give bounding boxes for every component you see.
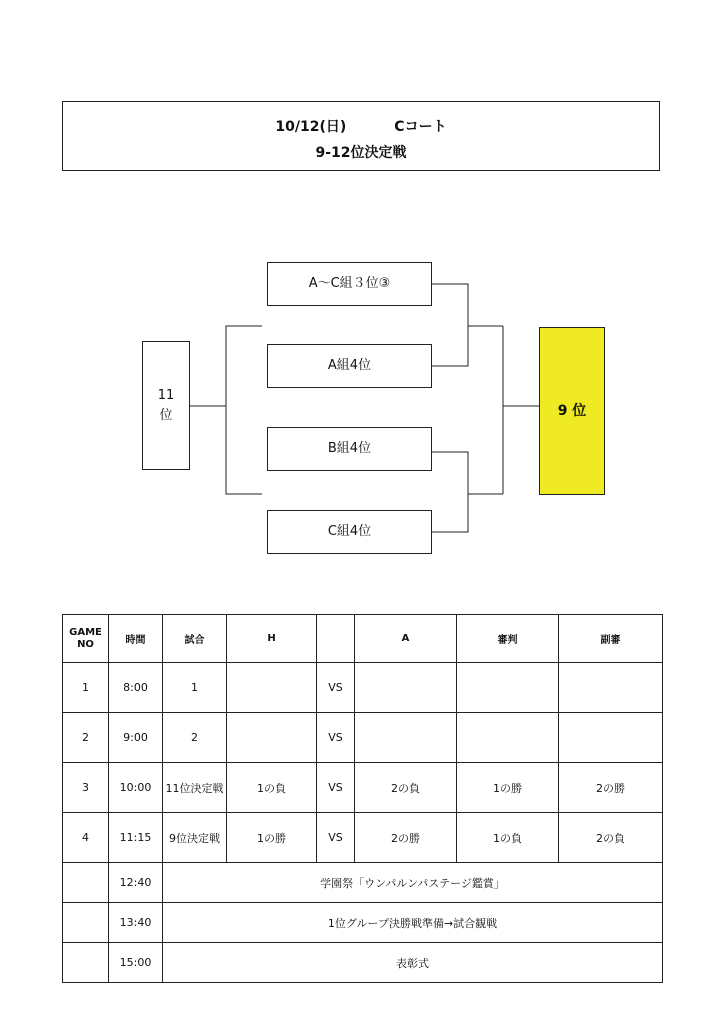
- cell-event-time: 12:40: [109, 863, 163, 903]
- cell-game-no: 3: [63, 763, 109, 813]
- cell-match: 1: [163, 663, 227, 713]
- ninth-place-box: 9 位: [539, 327, 605, 495]
- table-row: [63, 713, 663, 763]
- cell-home: 1の勝: [227, 813, 317, 863]
- seed-box-2: A組4位: [267, 344, 432, 388]
- header-away: A: [355, 615, 457, 663]
- header-game-no: [63, 615, 109, 663]
- header-box: [62, 101, 660, 171]
- cell-sub-referee: 2の勝: [559, 763, 663, 813]
- cell-time: 8:00: [109, 663, 163, 713]
- event-row: [63, 903, 663, 943]
- cell-sub-referee: 2の負: [559, 813, 663, 863]
- seed-box-4: C組4位: [267, 510, 432, 554]
- seed-box-1: A〜C組３位③: [267, 262, 432, 306]
- cell-referee: 1の負: [457, 813, 559, 863]
- cell-match: 2: [163, 713, 227, 763]
- bracket-line-upper-right: [432, 284, 468, 366]
- cell-vs: VS: [317, 713, 355, 763]
- table-row: [63, 663, 663, 713]
- cell-away: 2の勝: [355, 813, 457, 863]
- header-vs: [317, 615, 355, 663]
- cell-away: 2の負: [355, 763, 457, 813]
- cell-time: 10:00: [109, 763, 163, 813]
- cell-referee: [457, 713, 559, 763]
- cell-event-description: 学園祭「ウンパルンパステージ鑑賞」: [163, 863, 663, 903]
- header-line1: [63, 116, 659, 136]
- header-game-no-line2: NO: [77, 638, 94, 650]
- cell-match: 11位決定戦: [163, 763, 227, 813]
- cell-game-no: 2: [63, 713, 109, 763]
- eleventh-place-number: 11: [157, 387, 175, 403]
- cell-vs: VS: [317, 663, 355, 713]
- event-row: [63, 863, 663, 903]
- header-court: Cコート: [394, 119, 447, 135]
- cell-time: 11:15: [109, 813, 163, 863]
- cell-vs: VS: [317, 813, 355, 863]
- cell-game-no: 1: [63, 663, 109, 713]
- header-referee: 審判: [457, 615, 559, 663]
- table-row: [63, 813, 663, 863]
- cell-event-time: 13:40: [109, 903, 163, 943]
- cell-game-no-empty: [63, 943, 109, 983]
- cell-time: 9:00: [109, 713, 163, 763]
- table-row: [63, 763, 663, 813]
- header-home: H: [227, 615, 317, 663]
- cell-vs: VS: [317, 763, 355, 813]
- cell-home: [227, 663, 317, 713]
- cell-sub-referee: [559, 713, 663, 763]
- cell-event-description: 表彰式: [163, 943, 663, 983]
- cell-game-no: 4: [63, 813, 109, 863]
- event-row: [63, 943, 663, 983]
- cell-sub-referee: [559, 663, 663, 713]
- bracket-line-lower-right: [432, 452, 468, 532]
- eleventh-place-box: [142, 341, 190, 470]
- cell-away: [355, 663, 457, 713]
- header-sub-referee: 副審: [559, 615, 663, 663]
- bracket-line-left: [226, 326, 262, 494]
- table-header-row: [63, 615, 663, 663]
- cell-away: [355, 713, 457, 763]
- cell-game-no-empty: [63, 903, 109, 943]
- cell-referee: [457, 663, 559, 713]
- cell-game-no-empty: [63, 863, 109, 903]
- header-game-no-line1: GAME: [69, 626, 102, 638]
- schedule-table: [62, 614, 663, 983]
- cell-match: 9位決定戦: [163, 813, 227, 863]
- cell-event-time: 15:00: [109, 943, 163, 983]
- header-match: 試合: [163, 615, 227, 663]
- header-time: 時間: [109, 615, 163, 663]
- seed-box-3: B組4位: [267, 427, 432, 471]
- header-date: 10/12(日): [275, 119, 347, 135]
- eleventh-place-suffix: 位: [159, 407, 173, 423]
- cell-home: 1の負: [227, 763, 317, 813]
- cell-referee: 1の勝: [457, 763, 559, 813]
- header-title: 9-12位決定戦: [315, 145, 407, 161]
- cell-event-description: 1位グループ決勝戦準備→試合観戦: [163, 903, 663, 943]
- cell-home: [227, 713, 317, 763]
